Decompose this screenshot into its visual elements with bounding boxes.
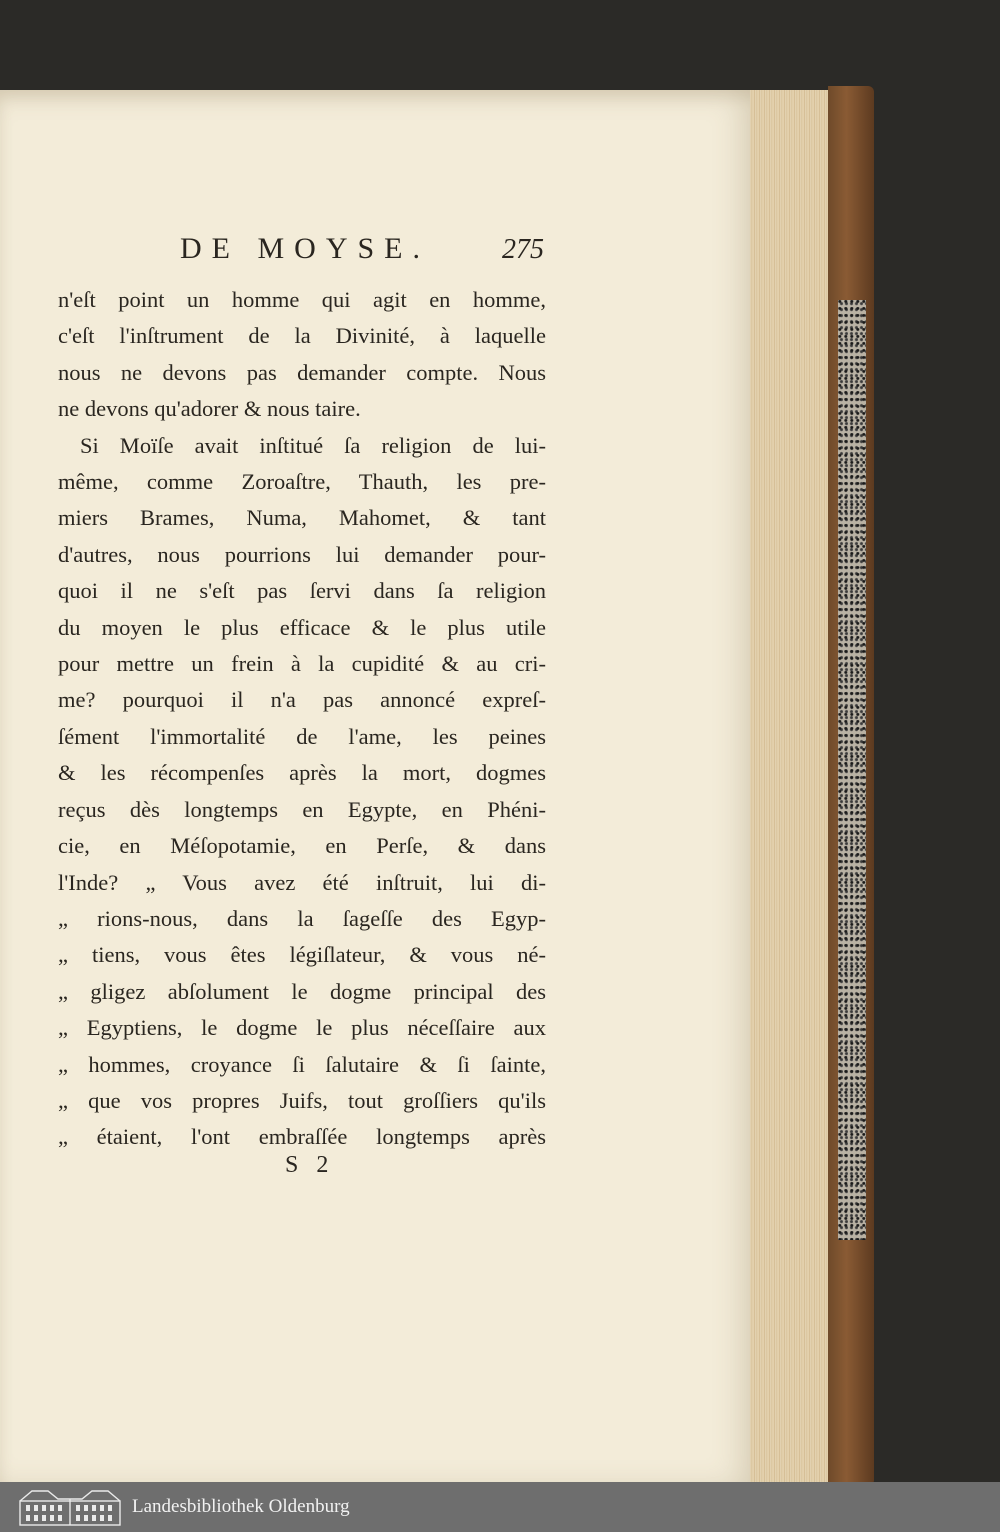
text-line: c'eſt l'inſtrument de la Divinité, à laquelle xyxy=(58,323,546,349)
text-line: l'Inde? „ Vous avez été inſtruit, lui di- xyxy=(58,869,546,895)
signature-mark: S 2 xyxy=(285,1152,335,1178)
text-line: „ gligez abſolument le dogme principal des xyxy=(58,978,546,1004)
text-line: „ rions-nous, dans la ſageſſe des Egyp- xyxy=(58,905,546,931)
text-line: me? pourquoi il n'a pas annoncé expreſ- xyxy=(58,687,546,713)
text-line: nous ne devons pas demander compte. Nous xyxy=(58,359,546,385)
library-name: Landesbibliothek Oldenburg xyxy=(132,1496,350,1517)
text-line: n'eſt point un homme qui agit en homme, xyxy=(58,287,546,312)
page-header xyxy=(180,232,560,272)
text-line: d'autres, nous pourrions lui demander pour- xyxy=(58,541,546,567)
text-line: ne devons qu'adorer & nous taire. xyxy=(58,396,361,422)
text-line: „ Egyptiens, le dogme le plus néceſſaire aux xyxy=(58,1015,546,1041)
text-line: „ tiens, vous êtes légiſlateur, & vous né- xyxy=(58,942,546,968)
text-line: reçus dès longtemps en Egypte, en Phéni- xyxy=(58,796,546,822)
text-line: & les récompenſes après la mort, dogmes xyxy=(58,760,546,786)
text-line: „ étaient, l'ont embraſſée longtemps après xyxy=(58,1124,546,1150)
running-head: DE MOYSE. xyxy=(180,232,431,265)
text-line: quoi il ne s'eſt pas ſervi dans ſa religion xyxy=(58,578,546,604)
text-line: „ hommes, croyance ſi ſalutaire & ſi ſainte, xyxy=(58,1051,546,1077)
text-line: miers Brames, Numa, Mahomet, & tant xyxy=(58,505,546,531)
text-line: cie, en Méſopotamie, en Perſe, & dans xyxy=(58,833,546,859)
text-line: pour mettre un frein à la cupidité & au cri- xyxy=(58,651,546,677)
cover-marbling xyxy=(838,300,866,1240)
text-line: ſément l'immortalité de l'ame, les peines xyxy=(58,723,546,749)
text-line: même, comme Zoroaſtre, Thauth, les pre- xyxy=(58,469,546,495)
body-text xyxy=(58,282,546,1156)
text-line: „ que vos propres Juifs, tout groſſiers qu'ils xyxy=(58,1087,546,1113)
page-edges xyxy=(750,90,832,1482)
footer-bar xyxy=(0,1482,1000,1532)
text-line: du moyen le plus efficace & le plus utile xyxy=(58,614,546,640)
page-number: 275 xyxy=(502,234,544,265)
text-line: Si Moïſe avait inſtitué ſa religion de lui- xyxy=(80,432,546,458)
library-logo-icon xyxy=(18,1487,122,1527)
